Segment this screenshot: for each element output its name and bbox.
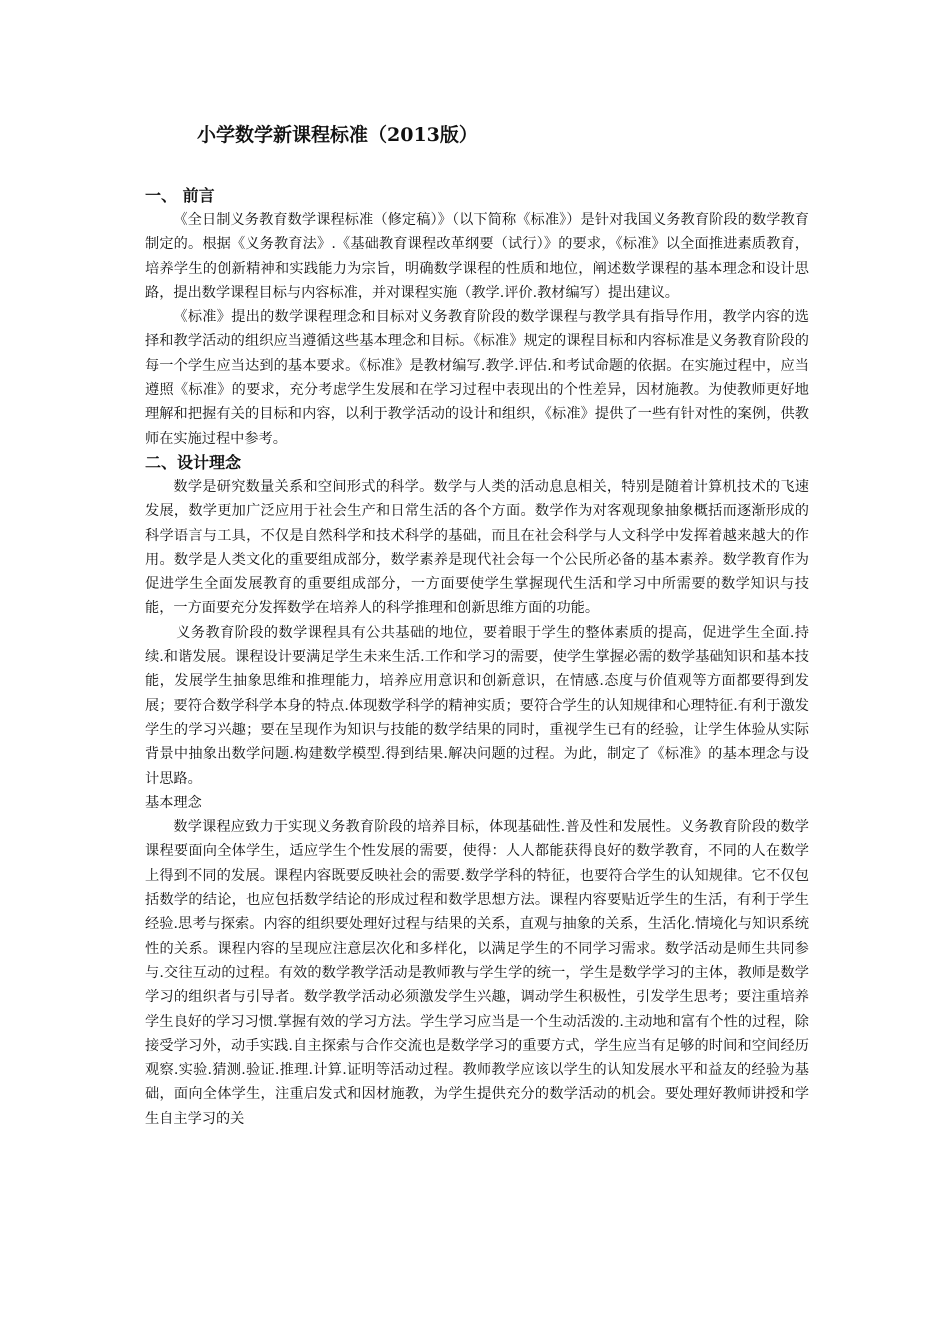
design-concept-paragraph-2: 义务教育阶段的数学课程具有公共基础的地位，要着眼于学生的整体素质的提高，促进学生全面.持续.和谐发展。课程设计要满足学生未来生活.工作和学习的需要，使学生掌握必需的数学基础知识和基本技能，发展学生抽象思维和推理能力，培养应用意识和创新意识，在情感.态度与价值观等方面都要得到发展；要符合数学科学本身的特点.体现数学科学的精神实质；要符合学生的认知规律和心理特征.有利于激发学生的学习兴趣；要在呈现作为知识与技能的数学结果的同时，重视学生已有的经验，让学生体验从实际背景中抽象出数学问题.构建数学模型.得到结果.解决问题的过程。为此，制定了《标准》的基本理念与设计思路。 (145, 624, 809, 787)
subheading-basic-concept: 基本理念 (145, 794, 202, 811)
section-heading-design-concept: 二、设计理念 (145, 452, 242, 472)
document-title: 小学数学新课程标准（2013版） (197, 124, 478, 146)
basic-concept-paragraph: 数学课程应致力于实现义务教育阶段的培养目标，体现基础性.普及性和发展性。义务教育阶段的数学课程要面向全体学生，适应学生个性发展的需要，使得：人人都能获得良好的数学教育，不同的人在数学上得到不同的发展。课程内容既要反映社会的需要.数学学科的特征，也要符合学生的认知规律。它不仅包括数学的结论，也应包括数学结论的形成过程和数学思想方法。课程内容要贴近学生的生活，有利于学生经验.思考与探索。内容的组织要处理好过程与结果的关系，直观与抽象的关系，生活化.情境化与知识系统性的关系。课程内容的呈现应注意层次化和多样化，以满足学生的不同学习需求。数学活动是师生共同参与.交往互动的过程。有效的数学教学活动是教师教与学生学的统一，学生是数学学习的主体，教师是数学学习的组织者与引导者。数学教学活动必须激发学生兴趣，调动学生积极性，引发学生思考；要注重培养学生良好的学习习惯.掌握有效的学习方法。学生学习应当是一个生动活泼的.主动地和富有个性的过程，除接受学习外，动手实践.自主探索与合作交流也是数学学习的重要方式，学生应当有足够的时间和空间经历观察.实验.猜测.验证.推理.计算.证明等活动过程。教师教学应该以学生的认知发展水平和益友的经验为基础，面向全体学生，注重启发式和因材施教，为学生提供充分的数学活动的机会。要处理好教师讲授和学生自主学习的关 (145, 819, 809, 1127)
design-concept-paragraph-1: 数学是研究数量关系和空间形式的科学。数学与人类的活动息息相关，特别是随着计算机技术的飞速发展，数学更加广泛应用于社会生产和日常生活的各个方面。数学作为对客观现象抽象概括而逐渐形成的科学语言与工具，不仅是自然科学和技术科学的基础，而且在社会科学与人文科学中发挥着越来越大的作用。数学是人类文化的重要组成部分，数学素养是现代社会每一个公民所必备的基本素养。数学教育作为促进学生全面发展教育的重要组成部分，一方面要使学生掌握现代生活和学习中所需要的数学知识与技能，一方面要充分发挥数学在培养人的科学推理和创新思维方面的功能。 (145, 478, 809, 617)
preface-paragraph-1: 《全日制义务教育数学课程标准（修定稿）》（以下简称《标准》）是针对我国义务教育阶段的数学教育制定的。根据《义务教育法》.《基础教育课程改革纲要（试行）》的要求，《标准》以全面推进素质教育，培养学生的创新精神和实践能力为宗旨，明确数学课程的性质和地位，阐述数学课程的基本理念和设计思路，提出数学课程目标与内容标准，并对课程实施（教学.评价.教材编写）提出建议。 (145, 212, 809, 301)
section-heading-preface: 一、 前言 (145, 186, 215, 205)
document-page (145, 118, 809, 1131)
preface-paragraph-2: 《标准》提出的数学课程理念和目标对义务教育阶段的数学课程与教学具有指导作用，教学内容的选择和教学活动的组织应当遵循这些基本理念和目标。《标准》规定的课程目标和内容标准是义务教育阶段的每一个学生应当达到的基本要求。《标准》是教材编写.教学.评估.和考试命题的依据。在实施过程中，应当遵照《标准》的要求，充分考虑学生发展和在学习过程中表现出的个性差异，因材施教。为使教师更好地理解和把握有关的目标和内容，以利于教学活动的设计和组织，《标准》提供了一些有针对性的案例，供教师在实施过程中参考。 (145, 309, 809, 447)
